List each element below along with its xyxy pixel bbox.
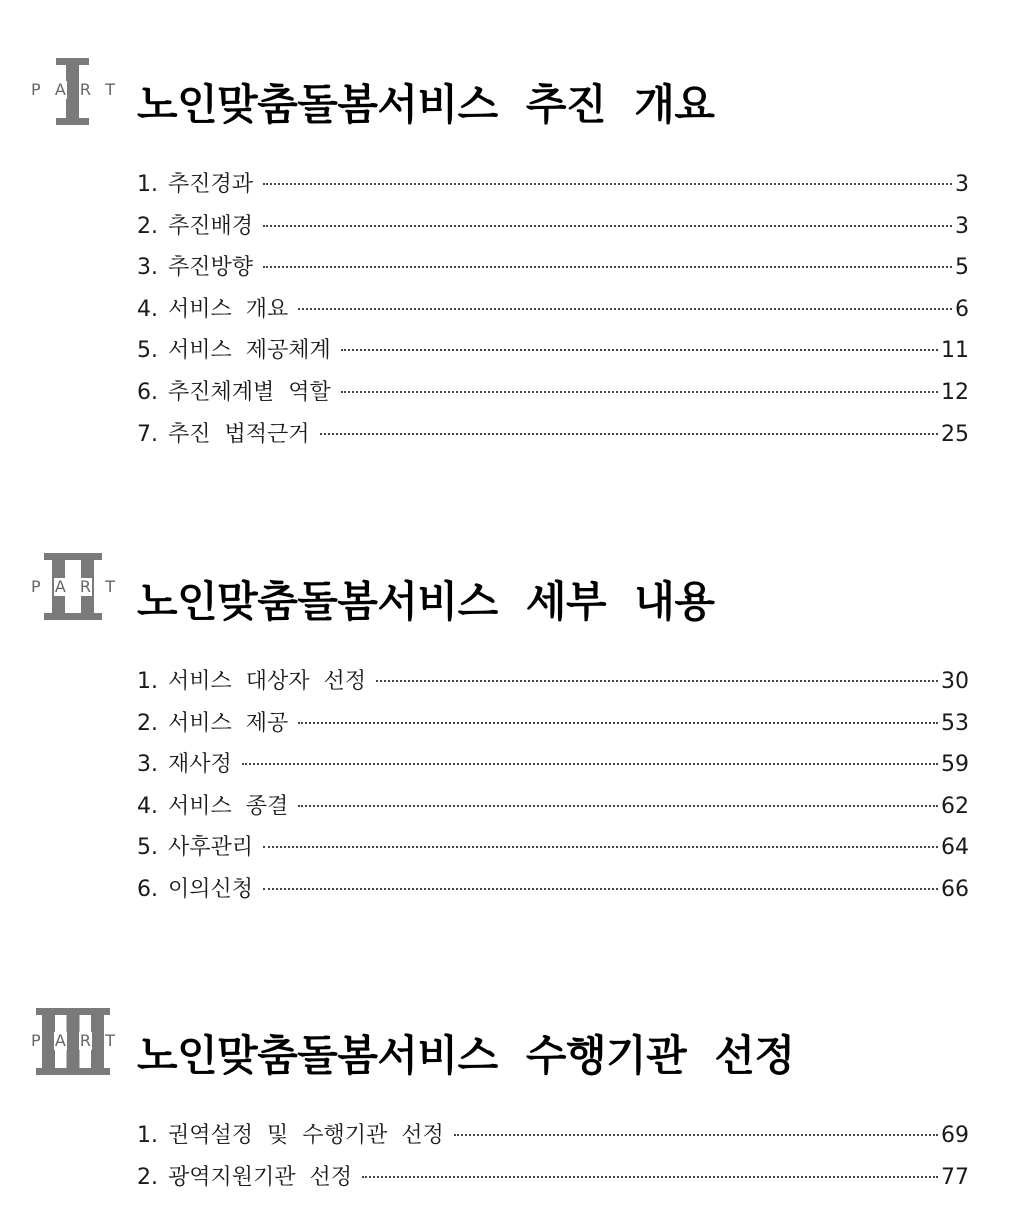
toc-item-label: 서비스 개요: [168, 296, 289, 322]
dot-leader: [341, 391, 938, 393]
toc-item-number: 2.: [137, 213, 158, 239]
part-2-title: 노인맞춤돌봄서비스 세부 내용: [137, 577, 715, 626]
part-letter: R: [79, 1031, 92, 1050]
toc-item-label: 이의신청: [168, 876, 254, 902]
toc-item-page: 25: [941, 421, 969, 447]
toc-item-number: 1.: [137, 1123, 158, 1148]
part-1-toc-list: [137, 164, 969, 455]
part-3-toc-list: [137, 1115, 969, 1198]
toc-item-page: 59: [941, 752, 969, 778]
dot-leader: [320, 433, 939, 435]
toc-item[interactable]: [137, 703, 969, 745]
toc-item-page: 3: [955, 213, 969, 239]
part-letter: P: [31, 80, 41, 99]
toc-item-page: 62: [941, 793, 969, 819]
toc-item-label: 사후관리: [168, 835, 254, 861]
part-label: [30, 81, 116, 99]
toc-item-label: 광역지원기관 선정: [168, 1164, 353, 1190]
toc-item-page: 64: [941, 835, 969, 861]
toc-item-page: 30: [941, 669, 969, 694]
part-letter: R: [79, 577, 92, 596]
toc-item-number: 5.: [137, 835, 158, 861]
toc-item-number: 3.: [137, 752, 158, 778]
toc-item[interactable]: [137, 744, 969, 786]
toc-item-number: 4.: [137, 296, 158, 322]
toc-item-page: 3: [955, 172, 969, 197]
part-letter: T: [105, 577, 115, 596]
part-letter: P: [31, 577, 41, 596]
part-letter: T: [105, 80, 115, 99]
toc-item[interactable]: [137, 1157, 969, 1199]
toc-item[interactable]: [137, 661, 969, 703]
dot-leader: [263, 225, 952, 227]
toc-item[interactable]: [137, 414, 969, 456]
part-label: [30, 1032, 116, 1050]
part-1-mark: [30, 55, 116, 125]
dot-leader: [298, 805, 938, 807]
dot-leader: [263, 888, 938, 890]
toc-item-label: 추진방향: [168, 255, 254, 281]
toc-item-label: 추진체계별 역할: [168, 379, 331, 405]
part-label: [30, 578, 116, 596]
toc-item[interactable]: [137, 869, 969, 911]
part-letter: R: [79, 80, 92, 99]
toc-item[interactable]: [137, 786, 969, 828]
toc-item-page: 6: [955, 296, 969, 322]
dot-leader: [454, 1134, 938, 1136]
toc-item-number: 5.: [137, 338, 158, 364]
toc-item[interactable]: [137, 289, 969, 331]
part-1-title: 노인맞춤돌봄서비스 추진 개요: [137, 80, 715, 129]
dot-leader: [298, 308, 952, 310]
toc-item-number: 1.: [137, 172, 158, 197]
toc-item-label: 권역설정 및 수행기관 선정: [168, 1123, 444, 1148]
dot-leader: [263, 266, 952, 268]
toc-item-page: 53: [941, 710, 969, 736]
part-3-title: 노인맞춤돌봄서비스 수행기관 선정: [137, 1031, 795, 1080]
toc-item-label: 서비스 대상자 선정: [168, 669, 366, 694]
toc-item-page: 66: [941, 876, 969, 902]
dot-leader: [376, 680, 938, 682]
toc-item-label: 서비스 제공체계: [168, 338, 331, 364]
part-2-toc-list: [137, 661, 969, 911]
toc-item-number: 2.: [137, 710, 158, 736]
dot-leader: [263, 846, 938, 848]
dot-leader: [242, 763, 938, 765]
toc-item-label: 서비스 종결: [168, 793, 289, 819]
part-letter: T: [105, 1031, 115, 1050]
toc-item-number: 3.: [137, 255, 158, 281]
toc-item-page: 5: [955, 255, 969, 281]
dot-leader: [298, 722, 938, 724]
toc-item[interactable]: [137, 206, 969, 248]
part-letter: P: [31, 1031, 41, 1050]
part-letter: A: [54, 80, 66, 99]
toc-item-label: 서비스 제공: [168, 710, 289, 736]
toc-item[interactable]: [137, 247, 969, 289]
toc-item-label: 추진경과: [168, 172, 254, 197]
toc-item-label: 추진 법적근거: [168, 421, 310, 447]
toc-item-number: 6.: [137, 379, 158, 405]
toc-item[interactable]: [137, 1115, 969, 1157]
part-letter: A: [54, 1031, 66, 1050]
toc-item-number: 6.: [137, 876, 158, 902]
dot-leader: [362, 1176, 938, 1178]
toc-item-number: 4.: [137, 793, 158, 819]
toc-item[interactable]: [137, 372, 969, 414]
toc-item[interactable]: [137, 827, 969, 869]
toc-item-page: 12: [941, 379, 969, 405]
toc-item-number: 7.: [137, 421, 158, 447]
toc-item-page: 69: [941, 1123, 969, 1148]
part-2-mark: [30, 550, 116, 620]
toc-item[interactable]: [137, 164, 969, 206]
toc-item-page: 77: [941, 1164, 969, 1190]
toc-item-number: 2.: [137, 1164, 158, 1190]
toc-item-label: 재사정: [168, 752, 232, 778]
toc-item-number: 1.: [137, 669, 158, 694]
toc-item-label: 추진배경: [168, 213, 254, 239]
toc-item-page: 11: [941, 338, 969, 364]
part-letter: A: [54, 577, 66, 596]
part-3-mark: [30, 1005, 116, 1075]
toc-item[interactable]: [137, 330, 969, 372]
dot-leader: [263, 183, 952, 185]
dot-leader: [341, 349, 938, 351]
